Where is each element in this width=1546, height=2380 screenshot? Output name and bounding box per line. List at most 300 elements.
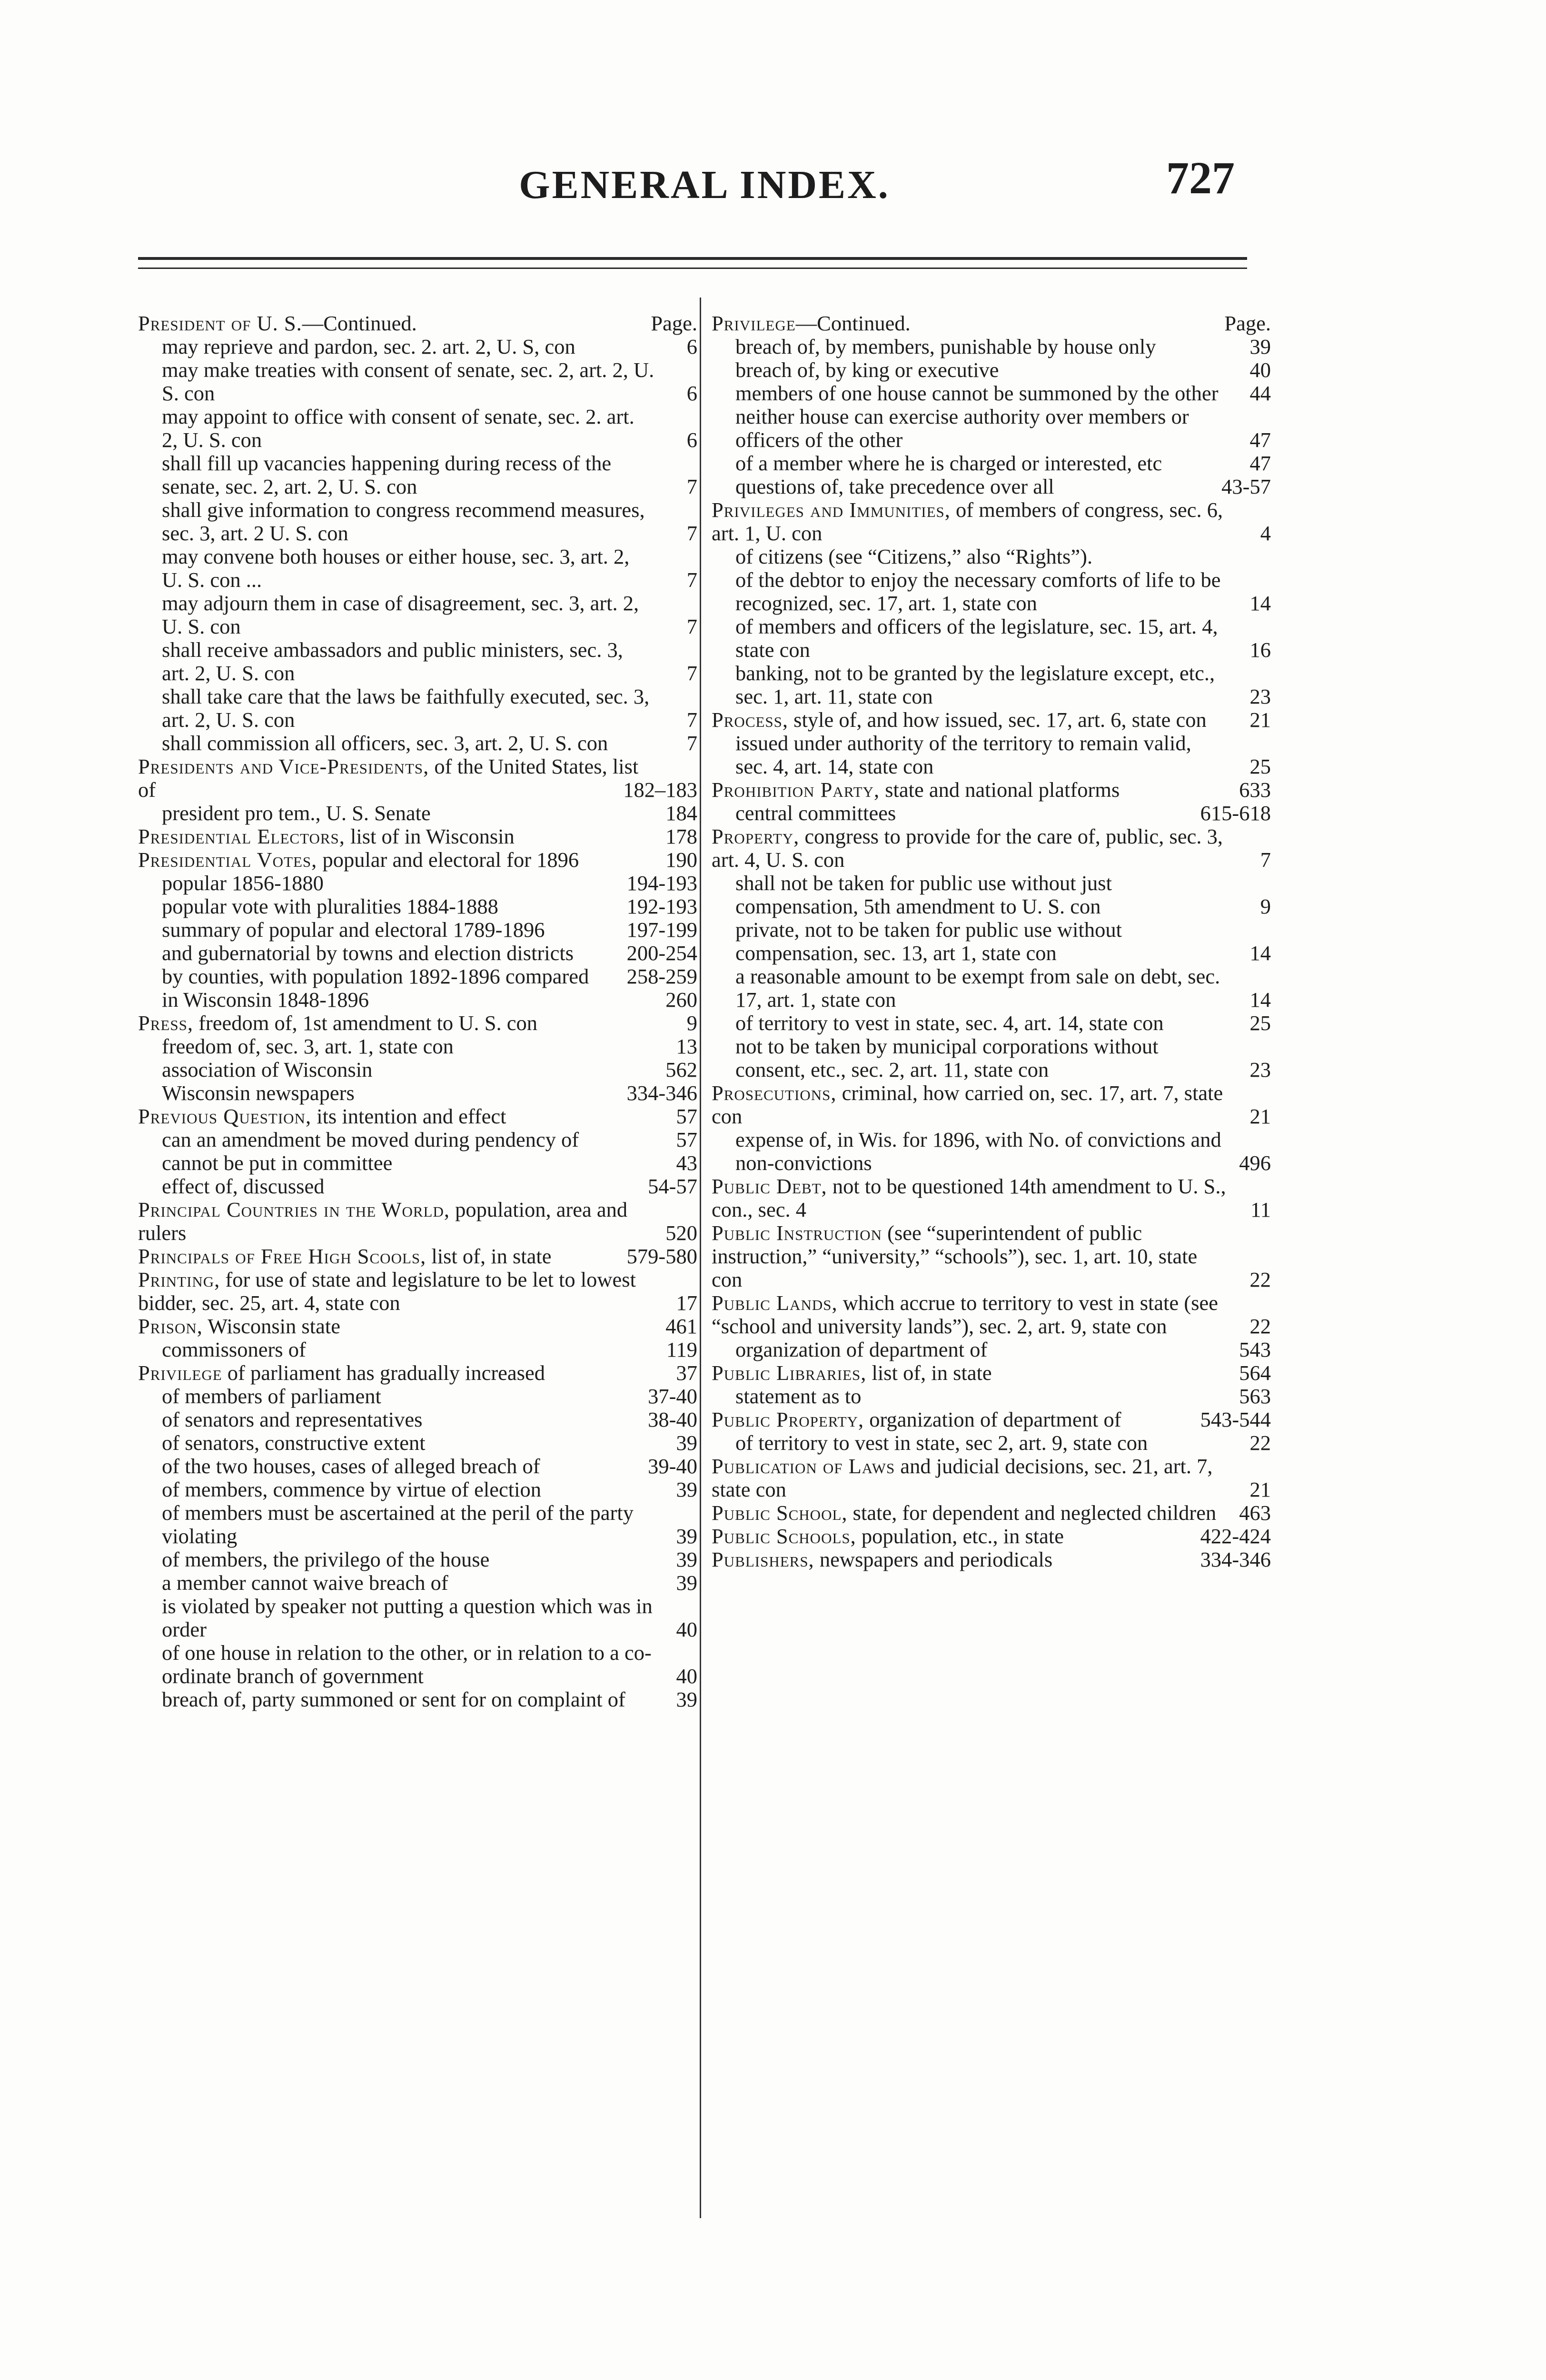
entry-description: of members of parliament xyxy=(162,1384,381,1408)
entry-description: population, etc., in state xyxy=(856,1524,1064,1548)
entry-page-reference: 9 xyxy=(686,1011,697,1035)
entry-description: by counties, with population 1892-1896 compared xyxy=(162,964,589,988)
entry-description: shall give information to congress recommend measures, sec. 3, art. 2 U. S. con xyxy=(162,498,645,545)
entry-headword: Public Instruction xyxy=(712,1221,882,1245)
entry-text xyxy=(138,1012,654,1035)
index-heading-entry xyxy=(712,1455,1271,1501)
index-heading-entry xyxy=(712,498,1271,545)
entry-text xyxy=(712,1455,1228,1501)
index-heading-entry xyxy=(712,1081,1271,1128)
index-subentry xyxy=(138,498,697,545)
entry-description: a member cannot waive breach of xyxy=(162,1571,448,1595)
column-divider xyxy=(700,298,701,2218)
entry-text xyxy=(162,1455,654,1478)
entry-page-reference: 16 xyxy=(1249,638,1271,662)
entry-text xyxy=(735,872,1228,918)
entry-page-reference: 44 xyxy=(1249,381,1271,405)
entry-headword: President of U. S. xyxy=(138,311,302,335)
entry-text xyxy=(712,312,1228,335)
entry-text xyxy=(735,1431,1228,1455)
entry-text xyxy=(712,1408,1228,1431)
entry-text xyxy=(138,755,654,802)
index-column-left xyxy=(138,312,697,1711)
index-subentry xyxy=(712,358,1271,382)
entry-description: of citizens (see “Citizens,” also “Rights”). xyxy=(735,545,1093,568)
index-heading-entry xyxy=(712,1221,1271,1291)
entry-page-reference: 25 xyxy=(1249,754,1271,778)
index-subentry xyxy=(712,545,1271,568)
index-subentry xyxy=(138,1688,697,1711)
entry-text xyxy=(735,965,1228,1012)
entry-text xyxy=(162,965,654,988)
entry-description: shall receive ambassadors and public ministers, sec. 3, art. 2, U. S. con xyxy=(162,638,623,685)
entry-headword: Publishers, xyxy=(712,1547,814,1571)
index-heading-entry xyxy=(138,312,697,335)
entry-headword: Presidential Electors, xyxy=(138,824,345,848)
entry-page-reference: 37-40 xyxy=(648,1384,697,1408)
entry-text xyxy=(162,1431,654,1455)
entry-text xyxy=(735,1012,1228,1035)
entry-text xyxy=(162,335,654,358)
entry-text xyxy=(712,1291,1228,1338)
entry-description: of members, the privilego of the house xyxy=(162,1547,490,1571)
entry-description: Wisconsin state xyxy=(202,1314,340,1338)
entry-text xyxy=(162,1385,654,1408)
entry-description: Wisconsin newspapers xyxy=(162,1081,355,1105)
entry-description: list of, in state xyxy=(866,1361,992,1385)
entry-page-reference: 184 xyxy=(665,801,697,825)
index-subentry xyxy=(138,1548,697,1571)
index-heading-entry xyxy=(712,1501,1271,1525)
entry-description: president pro tem., U. S. Senate xyxy=(162,801,431,825)
entry-description: shall fill up vacancies happening during recess of the senate, sec. 2, art. 2, U. S. con xyxy=(162,451,612,498)
index-subentry xyxy=(138,405,697,452)
index-subentry xyxy=(712,1035,1271,1081)
index-heading-entry xyxy=(138,755,697,802)
entry-description: congress to provide for the care of, public, sec. 3, art. 4, U. S. con xyxy=(712,824,1223,872)
entry-headword: Prosecutions, xyxy=(712,1081,837,1105)
entry-text xyxy=(162,1035,654,1058)
entry-page-reference: 543-544 xyxy=(1200,1408,1271,1431)
index-subentry xyxy=(138,335,697,358)
index-heading-entry xyxy=(712,1408,1271,1431)
entry-text xyxy=(735,918,1228,965)
entry-page-reference: 7 xyxy=(686,708,697,732)
entry-text xyxy=(162,988,654,1012)
entry-page-reference: 615-618 xyxy=(1200,801,1271,825)
entry-page-reference: 57 xyxy=(676,1104,697,1128)
entry-description: summary of popular and electoral 1789-1896 xyxy=(162,918,545,942)
index-heading-entry xyxy=(712,1525,1271,1548)
entry-page-reference: 47 xyxy=(1249,428,1271,452)
entry-description: and judicial decisions, sec. 21, art. 7, state con xyxy=(712,1454,1213,1501)
entry-headword: Presidents and Vice-Presidents, xyxy=(138,754,429,778)
entry-page-reference: 21 xyxy=(1249,708,1271,732)
entry-text xyxy=(712,778,1228,802)
index-subentry xyxy=(138,895,697,918)
entry-page-reference: 563 xyxy=(1239,1384,1271,1408)
entry-page-reference: 192-193 xyxy=(626,894,697,918)
entry-headword: Public Property, xyxy=(712,1408,864,1431)
entry-description: may appoint to office with consent of senate, sec. 2. art. 2, U. S. con xyxy=(162,405,634,452)
entry-page-reference: 182–183 xyxy=(623,778,697,802)
entry-description: popular 1856-1880 xyxy=(162,871,324,895)
entry-headword: Public Libraries, xyxy=(712,1361,867,1385)
index-heading-entry xyxy=(138,1198,697,1245)
entry-text xyxy=(735,358,1228,382)
index-heading-entry xyxy=(138,1315,697,1338)
entry-text xyxy=(735,568,1228,615)
index-subentry xyxy=(712,872,1271,918)
index-subentry xyxy=(138,1571,697,1595)
index-subentry xyxy=(138,1478,697,1501)
index-column-right xyxy=(712,312,1271,1571)
entry-text xyxy=(712,825,1228,872)
entry-text xyxy=(162,452,654,498)
index-subentry xyxy=(138,1035,697,1058)
entry-page-reference: 422-424 xyxy=(1200,1524,1271,1548)
entry-page-reference: 39 xyxy=(1249,335,1271,358)
index-heading-entry xyxy=(712,825,1271,872)
entry-page-reference: 39 xyxy=(676,1524,697,1548)
index-subentry xyxy=(138,1455,697,1478)
entry-description: for use of state and legislature to be let to lowest bidder, sec. 25, art. 4, state con xyxy=(138,1268,636,1315)
index-subentry xyxy=(712,335,1271,358)
entry-page-reference: 13 xyxy=(676,1034,697,1058)
entry-text xyxy=(162,1641,654,1688)
index-subentry xyxy=(712,965,1271,1012)
entry-page-reference: 39 xyxy=(676,1571,697,1595)
entry-text xyxy=(735,1128,1228,1175)
entry-page-reference: 57 xyxy=(676,1128,697,1151)
entry-page-reference: 194-193 xyxy=(626,871,697,895)
index-subentry xyxy=(138,1431,697,1455)
entry-page-reference: 11 xyxy=(1250,1198,1271,1221)
index-heading-entry xyxy=(138,848,697,872)
entry-headword: Principals of Free High Scools, xyxy=(138,1244,426,1268)
index-subentry xyxy=(712,1385,1271,1408)
index-subentry xyxy=(138,638,697,685)
entry-description: members of one house cannot be summoned by the other xyxy=(735,381,1219,405)
index-subentry xyxy=(712,732,1271,778)
entry-text xyxy=(712,1175,1228,1221)
entry-page-reference: 496 xyxy=(1239,1151,1271,1175)
entry-headword: Presidential Votes, xyxy=(138,848,317,872)
entry-description: may make treaties with consent of senate, sec. 2, art. 2, U. S. con xyxy=(162,358,654,405)
entry-description: shall take care that the laws be faithfully executed, sec. 3, art. 2, U. S. con xyxy=(162,684,650,732)
index-subentry xyxy=(712,1338,1271,1361)
entry-page-reference: 39 xyxy=(676,1547,697,1571)
entry-page-reference: 40 xyxy=(1249,358,1271,382)
entry-text xyxy=(712,1548,1228,1571)
index-subentry xyxy=(138,545,697,592)
entry-description: statement as to xyxy=(735,1384,862,1408)
entry-page-reference: 461 xyxy=(665,1314,697,1338)
entry-page-reference: 4 xyxy=(1260,521,1271,545)
index-subentry xyxy=(712,568,1271,615)
index-subentry xyxy=(138,732,697,755)
page-number: 727 xyxy=(1166,152,1235,203)
entry-page-reference: 7 xyxy=(686,521,697,545)
entry-text xyxy=(712,1361,1228,1385)
entry-page-reference: 7 xyxy=(686,661,697,685)
index-subentry xyxy=(138,942,697,965)
entry-text xyxy=(162,1595,654,1641)
entry-page-reference: 22 xyxy=(1249,1314,1271,1338)
index-subentry xyxy=(138,1595,697,1641)
entry-page-reference: 562 xyxy=(665,1058,697,1081)
entry-description: popular vote with pluralities 1884-1888 xyxy=(162,894,498,918)
entry-description: of parliament has gradually increased xyxy=(222,1361,545,1385)
entry-headword: Press, xyxy=(138,1011,193,1035)
index-subentry xyxy=(138,1128,697,1151)
entry-description: of senators and representatives xyxy=(162,1408,423,1431)
entry-text xyxy=(162,1175,654,1198)
entry-text xyxy=(162,592,654,638)
index-subentry xyxy=(138,1151,697,1175)
entry-page-reference: 197-199 xyxy=(626,918,697,942)
entry-description: commissoners of xyxy=(162,1338,306,1361)
entry-headword: Privilege xyxy=(138,1361,222,1385)
index-subentry xyxy=(138,1408,697,1431)
index-subentry xyxy=(712,452,1271,475)
entry-description: of the two houses, cases of alleged breach of xyxy=(162,1454,540,1478)
entry-text xyxy=(735,1035,1228,1081)
index-heading-entry xyxy=(138,1361,697,1385)
entry-page-reference: 21 xyxy=(1249,1478,1271,1501)
entry-description: is violated by speaker not putting a question which was in order xyxy=(162,1594,653,1641)
entry-description: questions of, take precedence over all xyxy=(735,475,1054,498)
entry-description: and gubernatorial by towns and election districts xyxy=(162,941,574,965)
index-heading-entry xyxy=(138,825,697,848)
entry-text xyxy=(712,498,1228,545)
entry-headword: Process, xyxy=(712,708,789,732)
entry-text xyxy=(162,942,654,965)
entry-headword: Public School, xyxy=(712,1501,848,1525)
entry-description: organization of department of xyxy=(735,1338,988,1361)
entry-page-reference: 7 xyxy=(686,475,697,498)
index-heading-entry xyxy=(712,1291,1271,1338)
index-subentry xyxy=(712,615,1271,662)
entry-page-reference: 178 xyxy=(665,824,697,848)
header-rule-thin xyxy=(138,268,1247,269)
entry-text xyxy=(162,1058,654,1081)
entry-text xyxy=(735,1338,1228,1361)
index-heading-entry xyxy=(138,1245,697,1268)
entry-page-reference: 38-40 xyxy=(648,1408,697,1431)
entry-text xyxy=(138,1361,654,1385)
entry-page-reference: 579-580 xyxy=(626,1244,697,1268)
entry-description: breach of, by king or executive xyxy=(735,358,999,382)
entry-description: shall commission all officers, sec. 3, art. 2, U. S. con xyxy=(162,731,608,755)
index-subentry xyxy=(712,475,1271,498)
index-heading-entry xyxy=(712,708,1271,732)
entry-description: of members of congress, sec. 6, art. 1, U. con xyxy=(712,498,1223,545)
entry-text xyxy=(138,1245,654,1268)
entry-text xyxy=(735,662,1228,708)
entry-page-reference: 39 xyxy=(676,1431,697,1455)
index-subentry xyxy=(138,1338,697,1361)
index-subentry xyxy=(138,358,697,405)
entry-page-reference: 23 xyxy=(1249,684,1271,708)
index-heading-entry xyxy=(138,1012,697,1035)
entry-page-reference: 22 xyxy=(1249,1268,1271,1291)
page-header xyxy=(0,152,1546,219)
entry-text xyxy=(162,802,654,825)
entry-description: cannot be put in committee xyxy=(162,1151,393,1175)
index-subentry xyxy=(138,592,697,638)
entry-page-reference: 14 xyxy=(1249,988,1271,1012)
entry-description: of one house in relation to the other, or in relation to a co-ordinate branch of government xyxy=(162,1641,652,1688)
entry-page-reference: Page. xyxy=(651,311,697,335)
entry-page-reference: 14 xyxy=(1249,591,1271,615)
index-subentry xyxy=(138,802,697,825)
entry-page-reference: 54-57 xyxy=(648,1174,697,1198)
entry-description: breach of, party summoned or sent for on complaint of xyxy=(162,1687,625,1711)
index-subentry xyxy=(712,1431,1271,1455)
entry-page-reference: 39 xyxy=(676,1687,697,1711)
running-title: GENERAL INDEX. xyxy=(519,163,890,207)
index-heading-entry xyxy=(712,1361,1271,1385)
entry-description: of members, commence by virtue of election xyxy=(162,1478,542,1501)
entry-page-reference: 463 xyxy=(1239,1501,1271,1525)
entry-text xyxy=(162,685,654,732)
index-heading-entry xyxy=(712,312,1271,335)
entry-text xyxy=(162,732,654,755)
entry-text xyxy=(162,1338,654,1361)
index-subentry xyxy=(138,685,697,732)
entry-headword: Public Schools, xyxy=(712,1524,856,1548)
entry-description: of members and officers of the legislature, sec. 15, art. 4, state con xyxy=(735,615,1218,662)
entry-text xyxy=(138,1315,654,1338)
entry-description: freedom of, 1st amendment to U. S. con xyxy=(193,1011,537,1035)
entry-description: newspapers and periodicals xyxy=(814,1547,1053,1571)
entry-description: may reprieve and pardon, sec. 2. art. 2, U. S, con xyxy=(162,335,575,358)
entry-page-reference: 258-259 xyxy=(626,964,697,988)
entry-text xyxy=(162,1128,654,1151)
entry-page-reference: 21 xyxy=(1249,1104,1271,1128)
entry-page-reference: 334-346 xyxy=(1200,1547,1271,1571)
entry-text xyxy=(162,1688,654,1711)
index-subentry xyxy=(138,452,697,498)
index-subentry xyxy=(138,1081,697,1105)
entry-description: of the debtor to enjoy the necessary comforts of life to be recognized, sec. 17, art. 1, state con xyxy=(735,568,1221,615)
index-subentry xyxy=(138,1641,697,1688)
entry-headword: Principal Countries in the World, xyxy=(138,1198,450,1221)
entry-description: criminal, how carried on, sec. 17, art. 7, state con xyxy=(712,1081,1223,1128)
entry-headword: Privileges and Immunities, xyxy=(712,498,951,522)
entry-description: state and national platforms xyxy=(880,778,1120,802)
entry-description: of senators, constructive extent xyxy=(162,1431,426,1455)
entry-text xyxy=(162,1501,654,1548)
entry-text xyxy=(138,1105,654,1128)
entry-text xyxy=(735,732,1228,778)
entry-description: not to be questioned 14th amendment to U. S., con., sec. 4 xyxy=(712,1174,1226,1221)
entry-text xyxy=(735,475,1228,498)
entry-description: population, area and rulers xyxy=(138,1198,628,1245)
index-subentry xyxy=(712,1012,1271,1035)
entry-text xyxy=(735,802,1228,825)
entry-page-reference: 37 xyxy=(676,1361,697,1385)
entry-page-reference: 14 xyxy=(1249,941,1271,965)
entry-text xyxy=(712,1221,1228,1291)
entry-description: which accrue to territory to vest in state (see “school and university lands”), sec. 2, art. 9, state con xyxy=(712,1291,1219,1338)
entry-page-reference: 633 xyxy=(1239,778,1271,802)
entry-text xyxy=(162,1408,654,1431)
index-subentry xyxy=(138,1058,697,1081)
entry-page-reference: 6 xyxy=(686,335,697,358)
entry-text xyxy=(712,1525,1228,1548)
entry-page-reference: 25 xyxy=(1249,1011,1271,1035)
entry-page-reference: 543 xyxy=(1239,1338,1271,1361)
entry-text xyxy=(712,708,1228,732)
index-subentry xyxy=(712,382,1271,405)
entry-headword: Public Lands, xyxy=(712,1291,838,1315)
entry-description: organization of department of xyxy=(864,1408,1121,1431)
index-subentry xyxy=(712,1128,1271,1175)
entry-page-reference: 7 xyxy=(1260,848,1271,872)
entry-description: shall not be taken for public use without just compensation, 5th amendment to U. S. con xyxy=(735,871,1112,918)
entry-headword: Prison, xyxy=(138,1314,203,1338)
entry-description: private, not to be taken for public use without compensation, sec. 13, art 1, state con xyxy=(735,918,1122,965)
entry-text xyxy=(735,335,1228,358)
entry-page-reference: 43-57 xyxy=(1221,475,1271,498)
entry-description: issued under authority of the territory to remain valid, sec. 4, art. 14, state con xyxy=(735,731,1191,778)
entry-description: of a member where he is charged or interested, etc xyxy=(735,451,1162,475)
entry-description: effect of, discussed xyxy=(162,1174,325,1198)
entry-text xyxy=(162,1548,654,1571)
entry-page-reference: 7 xyxy=(686,568,697,592)
index-subentry xyxy=(712,662,1271,708)
entry-description: list of, in state xyxy=(426,1244,552,1268)
entry-page-reference: 9 xyxy=(1260,894,1271,918)
entry-page-reference: 119 xyxy=(666,1338,697,1361)
entry-text xyxy=(735,405,1228,452)
entry-text xyxy=(162,358,654,405)
entry-description: central committees xyxy=(735,801,896,825)
entry-text xyxy=(162,895,654,918)
entry-headword: Printing, xyxy=(138,1268,220,1291)
entry-description: —Continued. xyxy=(302,311,417,335)
index-subentry xyxy=(712,918,1271,965)
entry-text xyxy=(712,1081,1228,1128)
index-subentry xyxy=(138,965,697,988)
entry-text xyxy=(162,498,654,545)
entry-text xyxy=(162,918,654,942)
entry-page-reference: 40 xyxy=(676,1617,697,1641)
entry-description: expense of, in Wis. for 1896, with No. of convictions and non-convictions xyxy=(735,1128,1221,1175)
entry-page-reference: 40 xyxy=(676,1664,697,1688)
entry-page-reference: Page. xyxy=(1224,311,1271,335)
entry-page-reference: 564 xyxy=(1239,1361,1271,1385)
entry-page-reference: 520 xyxy=(665,1221,697,1245)
index-heading-entry xyxy=(712,1175,1271,1221)
entry-page-reference: 39 xyxy=(676,1478,697,1501)
index-heading-entry xyxy=(712,778,1271,802)
entry-text xyxy=(138,312,654,335)
entry-page-reference: 200-254 xyxy=(626,941,697,965)
entry-text xyxy=(162,872,654,895)
entry-page-reference: 260 xyxy=(665,988,697,1012)
index-subentry xyxy=(712,405,1271,452)
entry-description: not to be taken by municipal corporations without consent, etc., sec. 2, art. 11, state con xyxy=(735,1034,1159,1081)
entry-description: style of, and how issued, sec. 17, art. 6, state con xyxy=(788,708,1207,732)
entry-page-reference: 6 xyxy=(686,381,697,405)
entry-description: association of Wisconsin xyxy=(162,1058,373,1081)
entry-page-reference: 7 xyxy=(686,731,697,755)
entry-description: may adjourn them in case of disagreement, sec. 3, art. 2, U. S. con xyxy=(162,591,639,638)
entry-text xyxy=(735,452,1228,475)
